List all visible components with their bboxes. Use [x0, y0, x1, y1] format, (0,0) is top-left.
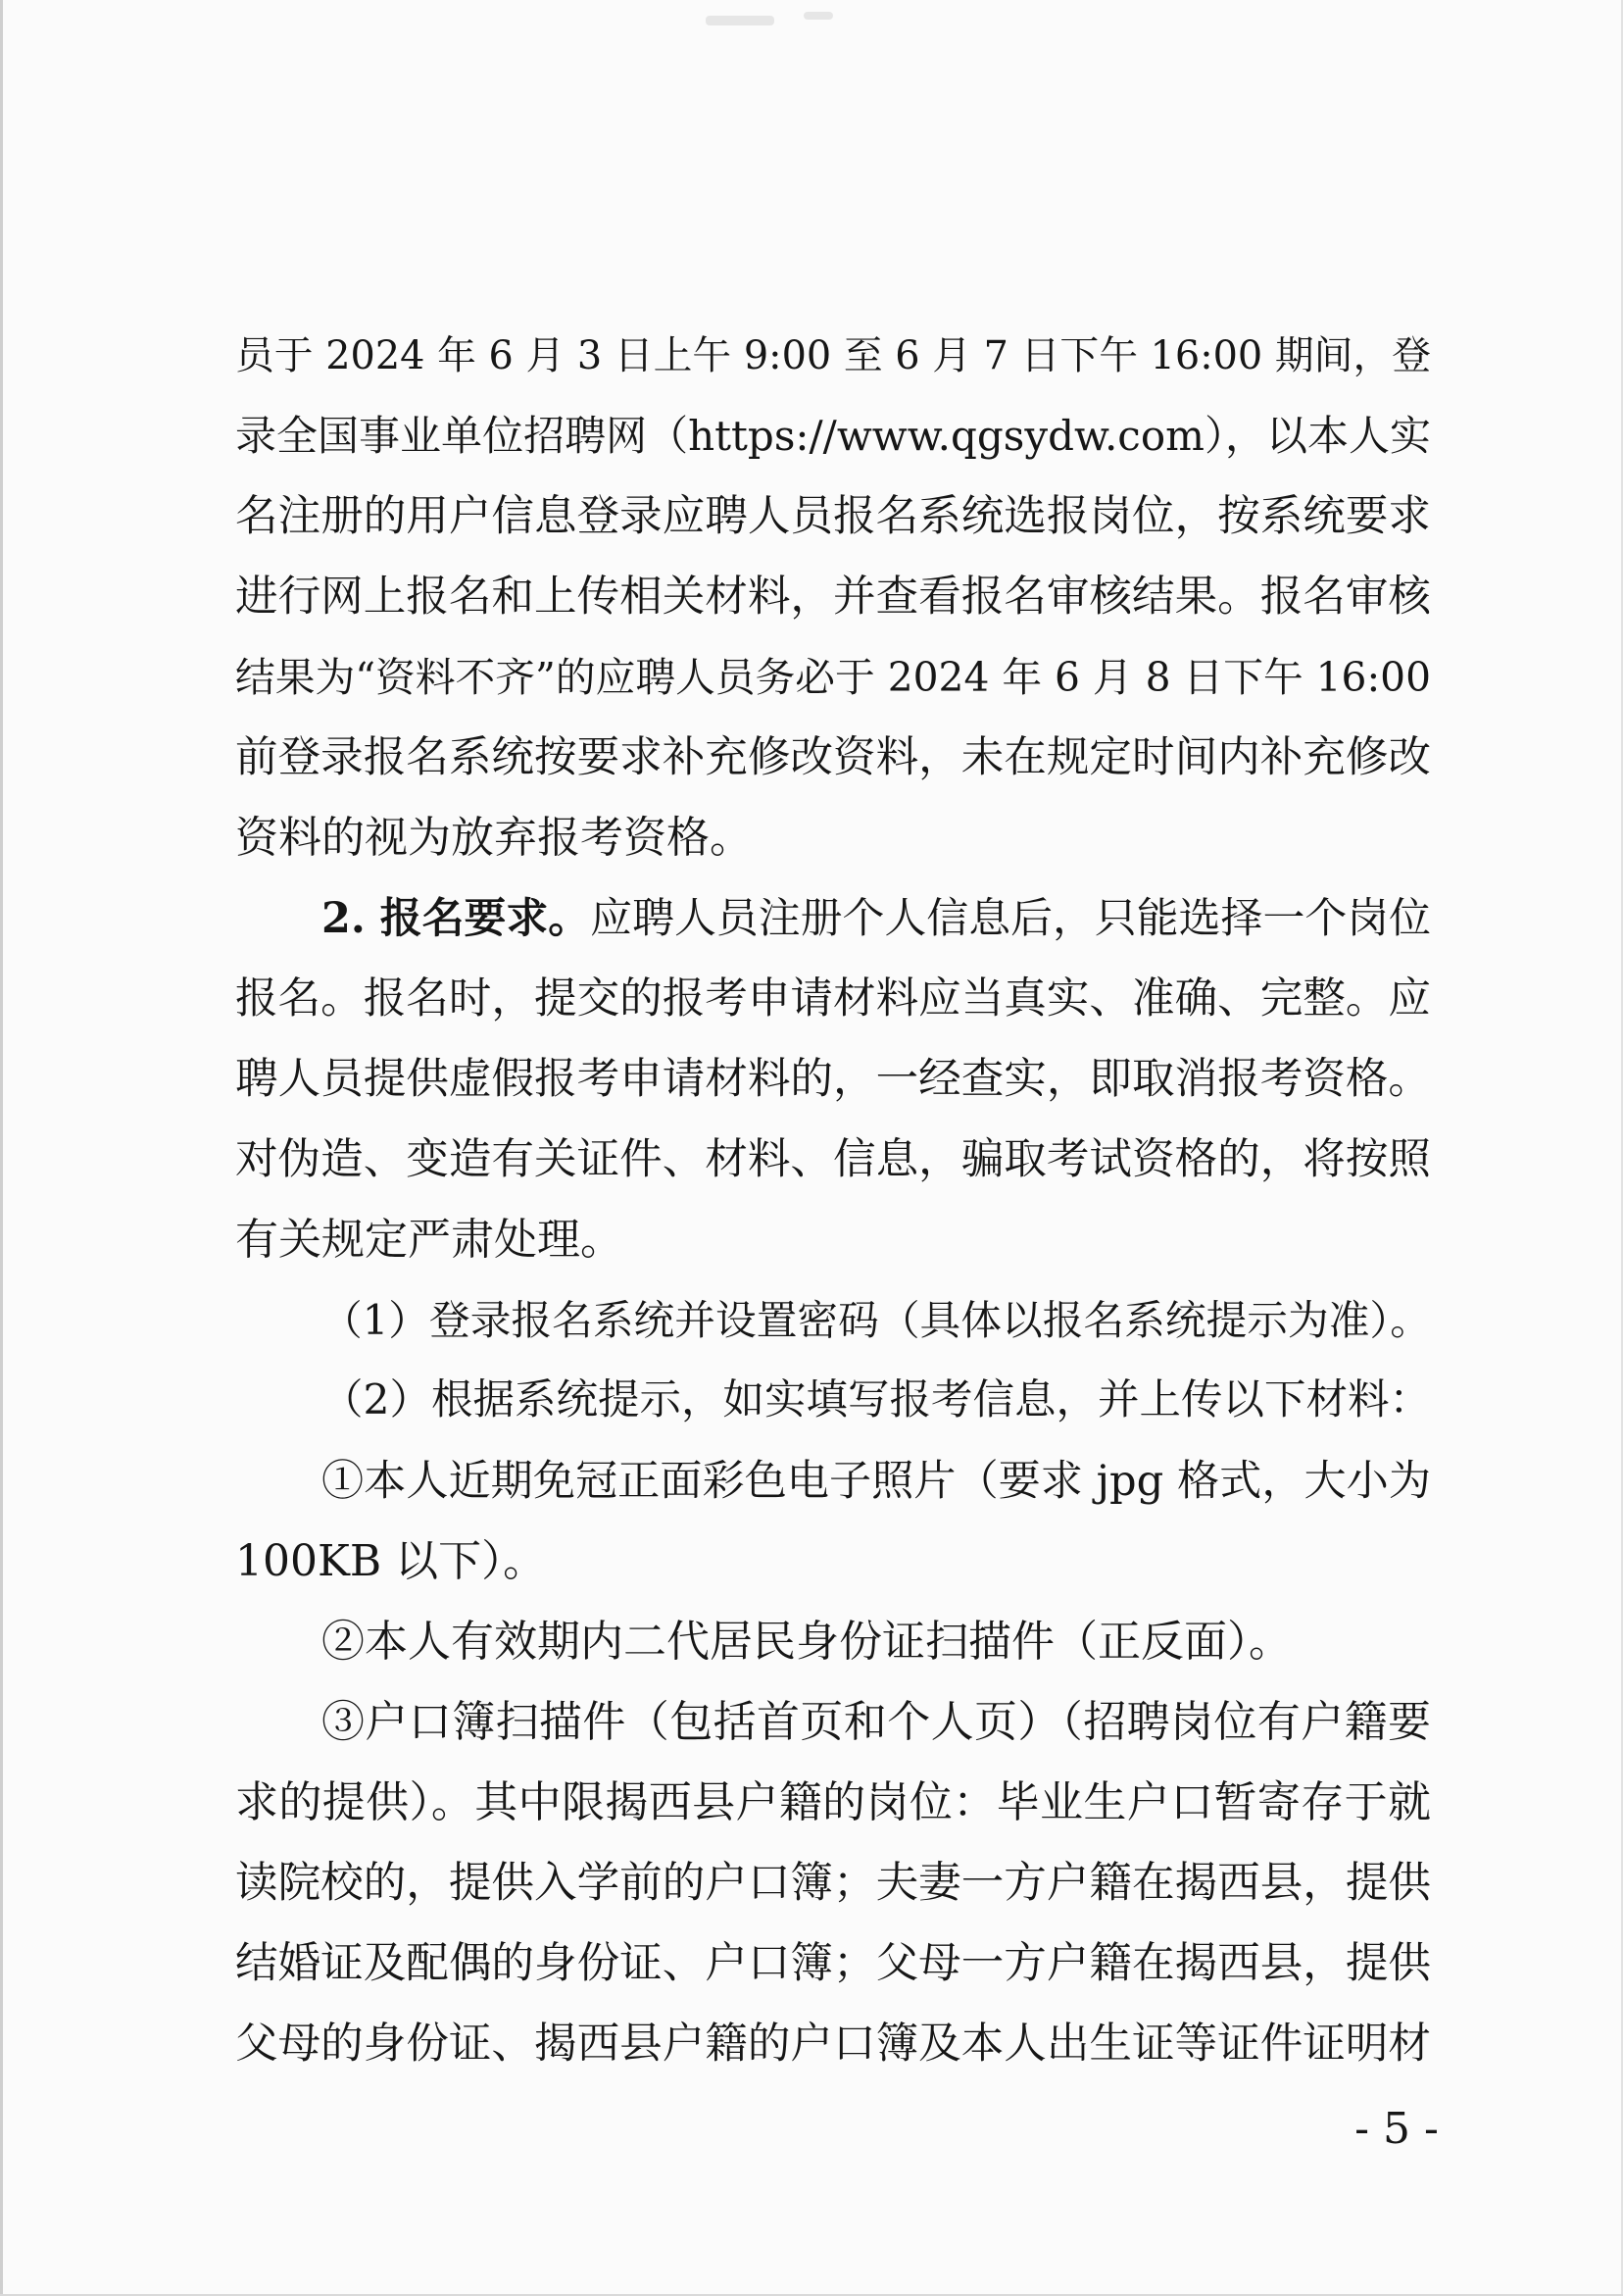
line-text: 报名。报名时，提交的报考申请材料应当真实、准确、完整。应 — [235, 974, 1431, 1023]
line-text: 应聘人员注册个人信息后，只能选择一个岗位 — [590, 894, 1431, 943]
text-line — [235, 959, 1431, 1039]
text-line — [235, 2004, 1431, 2084]
text-line — [235, 1763, 1431, 1843]
line-text: 对伪造、变造有关证件、材料、信息，骗取考试资格的，将按照 — [235, 1135, 1431, 1184]
line-text: ③户口簿扫描件（包括首页和个人页）（招聘岗位有户籍要 — [321, 1697, 1431, 1747]
line-text: 结果为“资料不齐”的应聘人员务必于 2024 年 6 月 8 日下午 16:00 — [235, 654, 1431, 701]
line-text: 读院校的，提供入学前的户口簿；夫妻一方户籍在揭西县，提供 — [235, 1859, 1431, 1908]
text-line — [235, 1280, 1431, 1361]
line-text: 录全国事业单位招聘网（https://www.qgsydw.com），以本人实 — [235, 412, 1431, 460]
text-line — [235, 557, 1431, 637]
text-line — [235, 878, 1431, 959]
scan-mark — [706, 16, 774, 25]
text-line — [235, 1120, 1431, 1200]
text-line — [235, 1361, 1431, 1441]
section-heading: 2. 报名要求。 — [321, 894, 591, 943]
line-text: （2）根据系统提示，如实填写报考信息，并上传以下材料： — [321, 1376, 1431, 1424]
text-line — [235, 396, 1431, 476]
page-number: - 5 - — [1354, 2104, 1439, 2154]
body-text — [235, 316, 1431, 2084]
text-line — [235, 1843, 1431, 1923]
line-text: 有关规定严肃处理。 — [235, 1215, 623, 1265]
line-text: 资料的视为放弃报考资格。 — [235, 813, 753, 863]
line-text: （1）登录报名系统并设置密码（具体以报名系统提示为准）。 — [321, 1296, 1431, 1344]
line-text: 求的提供）。其中限揭西县户籍的岗位：毕业生户口暂寄存于就 — [235, 1777, 1431, 1827]
line-text: ②本人有效期内二代居民身份证扫描件（正反面）。 — [321, 1617, 1292, 1667]
line-text: 聘人员提供虚假报考申请材料的，一经查实，即取消报考资格。 — [235, 1055, 1431, 1104]
text-line — [235, 1602, 1431, 1682]
line-text: 进行网上报名和上传相关材料，并查看报名审核结果。报名审核 — [235, 573, 1431, 622]
scan-mark — [804, 12, 833, 20]
text-line — [235, 1441, 1431, 1522]
text-line — [235, 316, 1431, 396]
page-left-edge — [0, 0, 3, 2296]
text-line — [235, 1682, 1431, 1763]
text-line — [235, 1200, 1431, 1280]
text-line — [235, 1923, 1431, 2004]
text-line — [235, 798, 1431, 878]
line-text: 名注册的用户信息登录应聘人员报名系统选报岗位，按系统要求 — [235, 492, 1431, 541]
line-text: 前登录报名系统按要求补充修改资料，未在规定时间内补充修改 — [235, 733, 1431, 782]
line-text: 结婚证及配偶的身份证、户口簿；父母一方户籍在揭西县，提供 — [235, 1939, 1431, 1988]
text-line — [235, 718, 1431, 798]
text-line — [235, 1039, 1431, 1120]
text-line — [235, 637, 1431, 718]
line-text: 100KB 以下）。 — [235, 1536, 547, 1586]
line-text: ①本人近期免冠正面彩色电子照片（要求 jpg 格式，大小为 — [321, 1457, 1431, 1506]
text-line — [235, 476, 1431, 557]
line-text: 父母的身份证、揭西县户籍的户口簿及本人出生证等证件证明材 — [235, 2020, 1431, 2069]
line-text: 员于 2024 年 6 月 3 日上午 9:00 至 6 月 7 日下午 16:00 期间，登 — [235, 333, 1431, 378]
text-line — [235, 1522, 1431, 1602]
